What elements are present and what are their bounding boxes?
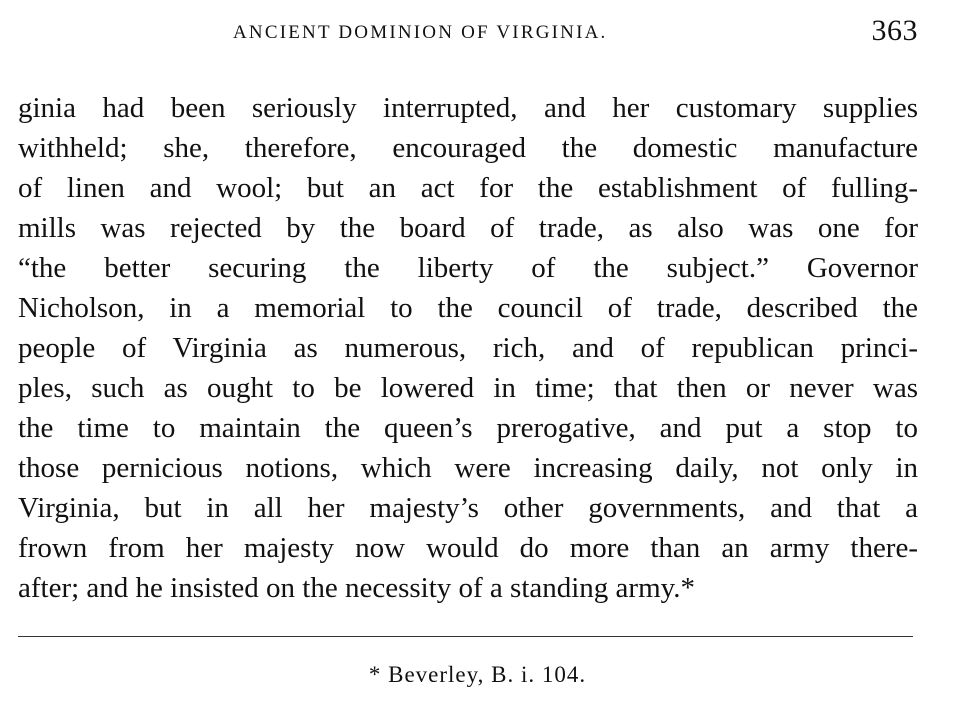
text-line: people of Virginia as numerous, rich, and of republican princi-: [18, 332, 918, 364]
text-line: after; and he insisted on the necessity of a standing army.*: [18, 572, 696, 604]
text-line: mills was rejected by the board of trade, as also was one for: [18, 212, 918, 244]
body-paragraph: [18, 88, 918, 608]
text-line: “the better securing the liberty of the subject.” Governor: [18, 252, 918, 284]
text-line: ples, such as ought to be lowered in time; that then or never was: [18, 372, 918, 404]
page-number: 363: [871, 14, 918, 47]
footnote-rule: [18, 636, 913, 637]
text-line: frown from her majesty now would do more than an army there-: [18, 532, 918, 564]
footnote: * Beverley, B. i. 104.: [368, 662, 587, 687]
running-title: ANCIENT DOMINION OF VIRGINIA.: [233, 22, 608, 43]
text-line: Nicholson, in a memorial to the council of trade, described the: [18, 292, 918, 324]
running-head: [18, 14, 918, 54]
text-line: Virginia, but in all her majesty’s other governments, and that a: [18, 492, 918, 524]
text-line: those pernicious notions, which were increasing daily, not only in: [18, 452, 918, 484]
text-line: ginia had been seriously interrupted, and her customary supplies: [18, 92, 918, 124]
text-line: of linen and wool; but an act for the establishment of fulling-: [18, 172, 918, 204]
text-line: withheld; she, therefore, encouraged the domestic manufacture: [18, 132, 918, 164]
text-line: the time to maintain the queen’s prerogative, and put a stop to: [18, 412, 918, 444]
